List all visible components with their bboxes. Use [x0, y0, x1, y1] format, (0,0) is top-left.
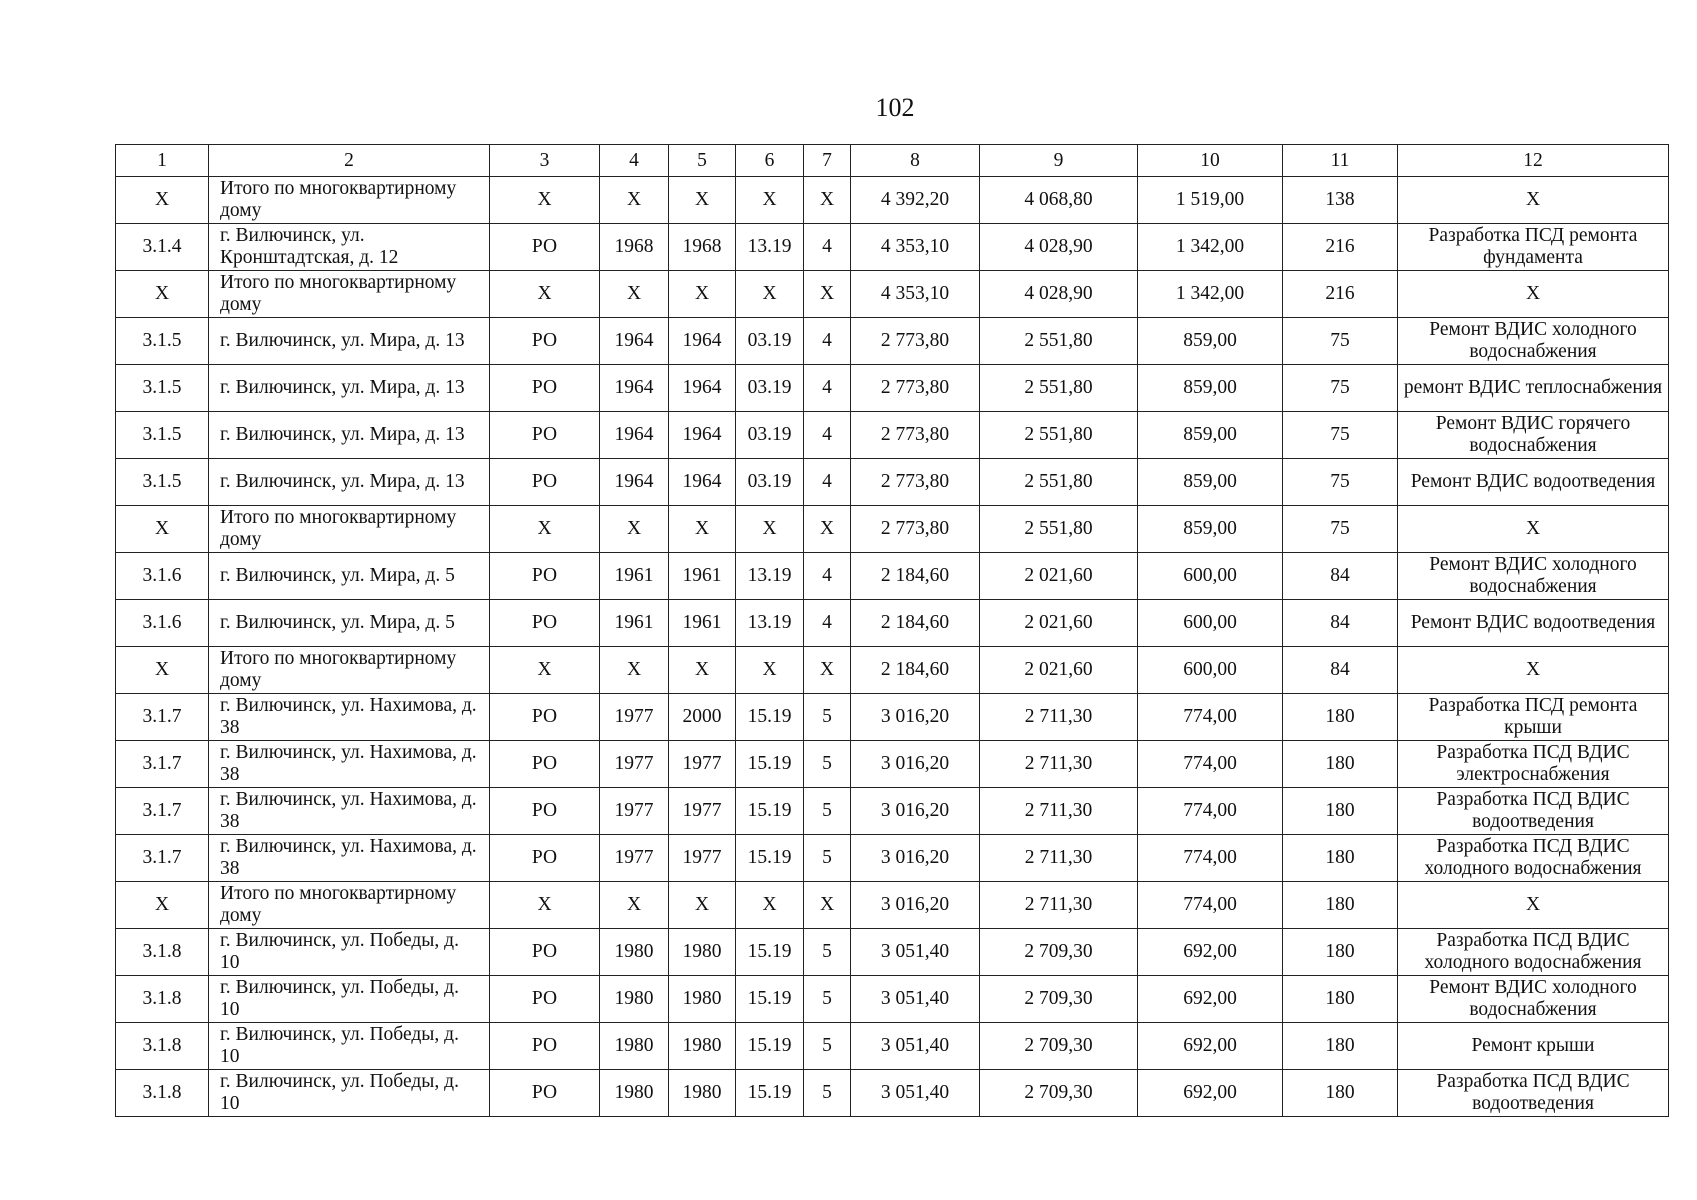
col-9-cell: 2 021,60: [980, 553, 1138, 600]
col-7-cell: Х: [804, 506, 851, 553]
col-8-cell: 2 773,80: [851, 412, 980, 459]
table-row: [116, 741, 1669, 788]
col-9-cell: 2 021,60: [980, 647, 1138, 694]
col-number-cell: Х: [116, 506, 209, 553]
col-11-cell: 180: [1283, 835, 1398, 882]
col-5-cell: Х: [669, 882, 736, 929]
col-6-cell: 15.19: [736, 741, 804, 788]
col-4-cell: 1964: [600, 365, 669, 412]
col-9-cell: 4 028,90: [980, 271, 1138, 318]
col-8-cell: 3 016,20: [851, 741, 980, 788]
col-10-cell: 600,00: [1138, 553, 1283, 600]
col-10-cell: 774,00: [1138, 694, 1283, 741]
table-row: [116, 177, 1669, 224]
col-number-cell: 3.1.7: [116, 741, 209, 788]
table-row: [116, 506, 1669, 553]
col-number-cell: 3.1.5: [116, 318, 209, 365]
table-row: [116, 976, 1669, 1023]
col-4-cell: Х: [600, 882, 669, 929]
col-5-cell: 1977: [669, 741, 736, 788]
col-3-cell: РО: [490, 600, 600, 647]
col-address-cell: г. Вилючинск, ул. Победы, д. 10: [209, 1070, 490, 1117]
header-cell: 7: [804, 145, 851, 177]
col-10-cell: 1 342,00: [1138, 271, 1283, 318]
col-7-cell: 4: [804, 459, 851, 506]
col-5-cell: 1964: [669, 365, 736, 412]
col-7-cell: 5: [804, 741, 851, 788]
col-9-cell: 2 709,30: [980, 929, 1138, 976]
col-9-cell: 2 711,30: [980, 882, 1138, 929]
col-11-cell: 84: [1283, 553, 1398, 600]
col-10-cell: 1 342,00: [1138, 224, 1283, 271]
col-6-cell: 15.19: [736, 835, 804, 882]
col-number-cell: Х: [116, 271, 209, 318]
col-6-cell: 13.19: [736, 224, 804, 271]
col-9-cell: 4 068,80: [980, 177, 1138, 224]
col-3-cell: РО: [490, 318, 600, 365]
col-7-cell: 4: [804, 365, 851, 412]
col-3-cell: РО: [490, 929, 600, 976]
col-9-cell: 2 551,80: [980, 412, 1138, 459]
col-number-cell: 3.1.7: [116, 788, 209, 835]
col-10-cell: 859,00: [1138, 506, 1283, 553]
col-6-cell: 15.19: [736, 1023, 804, 1070]
col-6-cell: 13.19: [736, 600, 804, 647]
col-3-cell: РО: [490, 976, 600, 1023]
col-4-cell: 1968: [600, 224, 669, 271]
col-11-cell: 180: [1283, 1070, 1398, 1117]
col-3-cell: РО: [490, 1023, 600, 1070]
col-work-cell: Разработка ПСД ВДИС холодного водоснабжения: [1398, 929, 1669, 976]
col-address-cell: г. Вилючинск, ул. Мира, д. 13: [209, 365, 490, 412]
col-7-cell: 5: [804, 835, 851, 882]
table-row: [116, 694, 1669, 741]
col-number-cell: Х: [116, 177, 209, 224]
table-row: [116, 271, 1669, 318]
col-7-cell: 4: [804, 553, 851, 600]
col-6-cell: Х: [736, 177, 804, 224]
col-work-cell: Ремонт ВДИС горячего водоснабжения: [1398, 412, 1669, 459]
table-row: [116, 600, 1669, 647]
table-body: [116, 145, 1669, 1117]
col-5-cell: 1964: [669, 412, 736, 459]
col-8-cell: 3 051,40: [851, 976, 980, 1023]
header-cell: 6: [736, 145, 804, 177]
col-11-cell: 180: [1283, 882, 1398, 929]
col-work-cell: Ремонт ВДИС холодного водоснабжения: [1398, 553, 1669, 600]
col-7-cell: Х: [804, 882, 851, 929]
col-7-cell: 5: [804, 1070, 851, 1117]
col-work-cell: Х: [1398, 177, 1669, 224]
col-8-cell: 2 184,60: [851, 600, 980, 647]
col-address-cell: Итого по многоквартирному дому: [209, 271, 490, 318]
col-5-cell: 1961: [669, 600, 736, 647]
col-address-cell: г. Вилючинск, ул. Кронштадтская, д. 12: [209, 224, 490, 271]
col-7-cell: Х: [804, 647, 851, 694]
col-number-cell: 3.1.6: [116, 600, 209, 647]
col-10-cell: 859,00: [1138, 365, 1283, 412]
col-work-cell: Ремонт ВДИС водоотведения: [1398, 459, 1669, 506]
col-11-cell: 216: [1283, 224, 1398, 271]
col-3-cell: РО: [490, 835, 600, 882]
col-9-cell: 2 551,80: [980, 365, 1138, 412]
col-6-cell: 03.19: [736, 318, 804, 365]
table-row: [116, 788, 1669, 835]
table-row: [116, 929, 1669, 976]
col-3-cell: РО: [490, 459, 600, 506]
col-11-cell: 75: [1283, 459, 1398, 506]
col-4-cell: 1980: [600, 1070, 669, 1117]
col-7-cell: 5: [804, 788, 851, 835]
col-number-cell: 3.1.5: [116, 459, 209, 506]
col-4-cell: 1964: [600, 318, 669, 365]
col-10-cell: 692,00: [1138, 1070, 1283, 1117]
col-3-cell: Х: [490, 882, 600, 929]
col-address-cell: г. Вилючинск, ул. Победы, д. 10: [209, 976, 490, 1023]
col-4-cell: 1977: [600, 835, 669, 882]
col-11-cell: 138: [1283, 177, 1398, 224]
col-11-cell: 180: [1283, 741, 1398, 788]
col-7-cell: 4: [804, 224, 851, 271]
col-address-cell: г. Вилючинск, ул. Мира, д. 5: [209, 600, 490, 647]
col-3-cell: РО: [490, 553, 600, 600]
col-11-cell: 180: [1283, 1023, 1398, 1070]
col-8-cell: 2 184,60: [851, 647, 980, 694]
col-3-cell: Х: [490, 177, 600, 224]
col-number-cell: 3.1.7: [116, 694, 209, 741]
header-cell: 9: [980, 145, 1138, 177]
col-10-cell: 774,00: [1138, 835, 1283, 882]
col-work-cell: Ремонт крыши: [1398, 1023, 1669, 1070]
col-11-cell: 75: [1283, 365, 1398, 412]
col-3-cell: РО: [490, 365, 600, 412]
col-5-cell: Х: [669, 647, 736, 694]
col-8-cell: 3 051,40: [851, 1023, 980, 1070]
col-6-cell: 13.19: [736, 553, 804, 600]
col-8-cell: 2 773,80: [851, 506, 980, 553]
col-6-cell: 15.19: [736, 929, 804, 976]
col-address-cell: г. Вилючинск, ул. Нахимова, д. 38: [209, 835, 490, 882]
col-6-cell: 15.19: [736, 1070, 804, 1117]
col-address-cell: Итого по многоквартирному дому: [209, 177, 490, 224]
header-cell: 5: [669, 145, 736, 177]
col-3-cell: РО: [490, 1070, 600, 1117]
col-number-cell: 3.1.5: [116, 365, 209, 412]
col-4-cell: 1980: [600, 929, 669, 976]
col-number-cell: Х: [116, 647, 209, 694]
col-5-cell: Х: [669, 271, 736, 318]
header-cell: 10: [1138, 145, 1283, 177]
col-8-cell: 2 773,80: [851, 365, 980, 412]
header-cell: 2: [209, 145, 490, 177]
col-6-cell: 15.19: [736, 694, 804, 741]
col-number-cell: 3.1.8: [116, 976, 209, 1023]
col-number-cell: 3.1.8: [116, 1070, 209, 1117]
col-address-cell: г. Вилючинск, ул. Мира, д. 13: [209, 318, 490, 365]
col-address-cell: г. Вилючинск, ул. Мира, д. 13: [209, 412, 490, 459]
col-work-cell: Разработка ПСД ВДИС водоотведения: [1398, 788, 1669, 835]
col-8-cell: 3 016,20: [851, 882, 980, 929]
col-11-cell: 84: [1283, 647, 1398, 694]
table-row: [116, 647, 1669, 694]
col-11-cell: 75: [1283, 506, 1398, 553]
col-9-cell: 2 551,80: [980, 318, 1138, 365]
col-8-cell: 4 353,10: [851, 271, 980, 318]
col-work-cell: Ремонт ВДИС холодного водоснабжения: [1398, 976, 1669, 1023]
col-number-cell: 3.1.8: [116, 1023, 209, 1070]
table-row: [116, 1070, 1669, 1117]
col-4-cell: 1961: [600, 600, 669, 647]
col-number-cell: 3.1.5: [116, 412, 209, 459]
col-6-cell: Х: [736, 271, 804, 318]
table-row: [116, 459, 1669, 506]
col-5-cell: Х: [669, 177, 736, 224]
col-address-cell: г. Вилючинск, ул. Победы, д. 10: [209, 929, 490, 976]
col-work-cell: Х: [1398, 882, 1669, 929]
col-8-cell: 4 392,20: [851, 177, 980, 224]
col-4-cell: 1980: [600, 976, 669, 1023]
col-11-cell: 84: [1283, 600, 1398, 647]
col-10-cell: 859,00: [1138, 459, 1283, 506]
header-row: [116, 145, 1669, 177]
col-9-cell: 2 021,60: [980, 600, 1138, 647]
col-7-cell: 5: [804, 929, 851, 976]
col-address-cell: г. Вилючинск, ул. Нахимова, д. 38: [209, 741, 490, 788]
col-9-cell: 2 711,30: [980, 694, 1138, 741]
col-11-cell: 180: [1283, 976, 1398, 1023]
col-6-cell: 03.19: [736, 412, 804, 459]
table-row: [116, 318, 1669, 365]
col-work-cell: Х: [1398, 647, 1669, 694]
col-work-cell: ремонт ВДИС теплоснабжения: [1398, 365, 1669, 412]
col-4-cell: 1964: [600, 459, 669, 506]
col-3-cell: Х: [490, 271, 600, 318]
col-11-cell: 75: [1283, 318, 1398, 365]
col-work-cell: Х: [1398, 271, 1669, 318]
col-6-cell: Х: [736, 647, 804, 694]
col-3-cell: Х: [490, 647, 600, 694]
col-address-cell: г. Вилючинск, ул. Нахимова, д. 38: [209, 694, 490, 741]
col-4-cell: Х: [600, 271, 669, 318]
col-3-cell: РО: [490, 694, 600, 741]
header-cell: 1: [116, 145, 209, 177]
col-9-cell: 2 551,80: [980, 459, 1138, 506]
col-10-cell: 692,00: [1138, 976, 1283, 1023]
col-4-cell: 1977: [600, 788, 669, 835]
col-4-cell: 1980: [600, 1023, 669, 1070]
col-10-cell: 692,00: [1138, 929, 1283, 976]
col-10-cell: 774,00: [1138, 882, 1283, 929]
col-address-cell: Итого по многоквартирному дому: [209, 882, 490, 929]
table-row: [116, 1023, 1669, 1070]
col-10-cell: 600,00: [1138, 600, 1283, 647]
col-7-cell: 5: [804, 976, 851, 1023]
col-4-cell: 1977: [600, 694, 669, 741]
col-7-cell: Х: [804, 271, 851, 318]
col-10-cell: 859,00: [1138, 412, 1283, 459]
col-work-cell: Разработка ПСД ВДИС холодного водоснабжения: [1398, 835, 1669, 882]
housing-repair-table: [115, 144, 1669, 1117]
col-address-cell: Итого по многоквартирному дому: [209, 647, 490, 694]
col-8-cell: 2 184,60: [851, 553, 980, 600]
col-11-cell: 180: [1283, 788, 1398, 835]
header-cell: 8: [851, 145, 980, 177]
col-9-cell: 2 711,30: [980, 741, 1138, 788]
col-6-cell: 15.19: [736, 788, 804, 835]
col-11-cell: 180: [1283, 694, 1398, 741]
col-3-cell: РО: [490, 412, 600, 459]
col-8-cell: 3 016,20: [851, 835, 980, 882]
col-4-cell: Х: [600, 177, 669, 224]
header-cell: 4: [600, 145, 669, 177]
col-number-cell: 3.1.4: [116, 224, 209, 271]
col-7-cell: 5: [804, 1023, 851, 1070]
col-5-cell: 1977: [669, 788, 736, 835]
col-9-cell: 2 551,80: [980, 506, 1138, 553]
col-9-cell: 2 709,30: [980, 976, 1138, 1023]
col-11-cell: 75: [1283, 412, 1398, 459]
header-cell: 12: [1398, 145, 1669, 177]
col-work-cell: Разработка ПСД ВДИС водоотведения: [1398, 1070, 1669, 1117]
table-row: [116, 224, 1669, 271]
col-7-cell: 5: [804, 694, 851, 741]
col-7-cell: 4: [804, 600, 851, 647]
col-4-cell: Х: [600, 647, 669, 694]
table-row: [116, 835, 1669, 882]
col-9-cell: 2 709,30: [980, 1023, 1138, 1070]
col-9-cell: 4 028,90: [980, 224, 1138, 271]
col-8-cell: 3 051,40: [851, 929, 980, 976]
col-5-cell: 1980: [669, 929, 736, 976]
col-10-cell: 692,00: [1138, 1023, 1283, 1070]
col-5-cell: 1980: [669, 1023, 736, 1070]
col-10-cell: 600,00: [1138, 647, 1283, 694]
col-number-cell: 3.1.6: [116, 553, 209, 600]
col-work-cell: Х: [1398, 506, 1669, 553]
col-3-cell: Х: [490, 506, 600, 553]
col-5-cell: 1980: [669, 1070, 736, 1117]
col-6-cell: 03.19: [736, 459, 804, 506]
col-8-cell: 2 773,80: [851, 459, 980, 506]
col-8-cell: 3 016,20: [851, 788, 980, 835]
col-10-cell: 1 519,00: [1138, 177, 1283, 224]
col-4-cell: Х: [600, 506, 669, 553]
col-work-cell: Разработка ПСД ВДИС электроснабжения: [1398, 741, 1669, 788]
col-address-cell: г. Вилючинск, ул. Нахимова, д. 38: [209, 788, 490, 835]
col-5-cell: Х: [669, 506, 736, 553]
col-work-cell: Ремонт ВДИС холодного водоснабжения: [1398, 318, 1669, 365]
col-number-cell: 3.1.8: [116, 929, 209, 976]
header-cell: 11: [1283, 145, 1398, 177]
col-10-cell: 859,00: [1138, 318, 1283, 365]
col-10-cell: 774,00: [1138, 788, 1283, 835]
col-4-cell: 1964: [600, 412, 669, 459]
col-4-cell: 1977: [600, 741, 669, 788]
col-address-cell: Итого по многоквартирному дому: [209, 506, 490, 553]
col-address-cell: г. Вилючинск, ул. Победы, д. 10: [209, 1023, 490, 1070]
col-work-cell: Разработка ПСД ремонта фундамента: [1398, 224, 1669, 271]
col-address-cell: г. Вилючинск, ул. Мира, д. 5: [209, 553, 490, 600]
col-9-cell: 2 709,30: [980, 1070, 1138, 1117]
col-8-cell: 3 051,40: [851, 1070, 980, 1117]
col-address-cell: г. Вилючинск, ул. Мира, д. 13: [209, 459, 490, 506]
col-number-cell: Х: [116, 882, 209, 929]
col-3-cell: РО: [490, 741, 600, 788]
col-7-cell: 4: [804, 318, 851, 365]
col-work-cell: Ремонт ВДИС водоотведения: [1398, 600, 1669, 647]
col-11-cell: 180: [1283, 929, 1398, 976]
col-7-cell: Х: [804, 177, 851, 224]
header-cell: 3: [490, 145, 600, 177]
table-row: [116, 412, 1669, 459]
col-number-cell: 3.1.7: [116, 835, 209, 882]
table-row: [116, 882, 1669, 929]
col-9-cell: 2 711,30: [980, 835, 1138, 882]
col-work-cell: Разработка ПСД ремонта крыши: [1398, 694, 1669, 741]
col-9-cell: 2 711,30: [980, 788, 1138, 835]
col-5-cell: 1964: [669, 459, 736, 506]
table-row: [116, 553, 1669, 600]
col-8-cell: 2 773,80: [851, 318, 980, 365]
col-5-cell: 2000: [669, 694, 736, 741]
col-5-cell: 1980: [669, 976, 736, 1023]
col-6-cell: Х: [736, 506, 804, 553]
col-6-cell: 15.19: [736, 976, 804, 1023]
col-6-cell: Х: [736, 882, 804, 929]
col-11-cell: 216: [1283, 271, 1398, 318]
col-3-cell: РО: [490, 788, 600, 835]
col-7-cell: 4: [804, 412, 851, 459]
col-8-cell: 3 016,20: [851, 694, 980, 741]
col-5-cell: 1968: [669, 224, 736, 271]
col-5-cell: 1964: [669, 318, 736, 365]
col-8-cell: 4 353,10: [851, 224, 980, 271]
page-number: 102: [875, 93, 915, 122]
table-row: [116, 365, 1669, 412]
col-5-cell: 1977: [669, 835, 736, 882]
col-5-cell: 1961: [669, 553, 736, 600]
col-10-cell: 774,00: [1138, 741, 1283, 788]
col-6-cell: 03.19: [736, 365, 804, 412]
col-4-cell: 1961: [600, 553, 669, 600]
col-3-cell: РО: [490, 224, 600, 271]
